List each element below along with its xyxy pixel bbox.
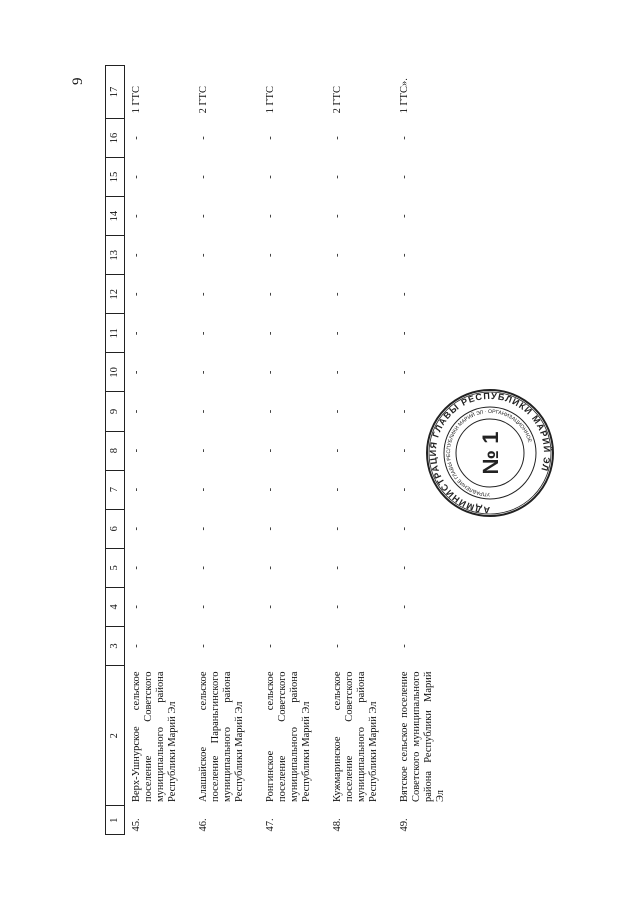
table-cell: -	[332, 370, 343, 375]
header-row	[106, 66, 125, 835]
settlement-name: Вятское сельское поселение Советского муниципального района Республики Марий Эл	[399, 671, 446, 802]
table-cell: -	[332, 566, 343, 570]
table-cell: -	[332, 487, 343, 492]
table-cell: -	[198, 292, 209, 297]
rotated-table-container	[105, 65, 446, 835]
column-header: 9	[106, 392, 125, 431]
column-header: 15	[106, 157, 125, 196]
column-header: 16	[106, 118, 125, 157]
column-header: 7	[106, 470, 125, 509]
seal-number: № 1	[478, 431, 503, 475]
seal-inner-text: УПРАВЛЕНИЕ ГЛАВЫ РЕСПУБЛИКИ МАРИЙ ЭЛ · ОРГАНИЗАЦИОННОЕ	[445, 408, 533, 498]
table-cell: -	[131, 136, 142, 140]
table-cell: -	[399, 253, 410, 257]
table-cell: -	[332, 214, 343, 218]
data-table	[105, 65, 460, 835]
table-row	[125, 66, 193, 835]
settlement-name: Кужмаринское сельское поселение Советского муниципального района Республики Марий Эл	[332, 671, 379, 802]
column-header: 17	[106, 66, 125, 119]
table-cell: -	[399, 644, 410, 648]
gts-count: 2 ГТС	[198, 86, 209, 114]
gts-count: 1 ГТС	[131, 86, 142, 114]
table-cell: -	[332, 253, 343, 257]
column-header: 13	[106, 236, 125, 275]
table-cell: -	[332, 292, 343, 297]
table-cell: -	[131, 331, 142, 336]
table-cell: -	[265, 370, 276, 375]
gts-count: 1 ГТС».	[399, 78, 410, 114]
table-cell: -	[198, 526, 209, 531]
table-cell: -	[198, 566, 209, 570]
table-cell: -	[131, 487, 142, 492]
table-cell: -	[265, 644, 276, 648]
settlement-name: Алашайское сельское поселение Параньгинского муниципального района Республики Марий Эл	[198, 671, 245, 802]
official-seal	[425, 388, 555, 518]
table-cell: -	[198, 487, 209, 492]
row-number: 48.	[332, 818, 343, 832]
table-cell: -	[265, 448, 276, 453]
table-cell: -	[399, 292, 410, 297]
table-cell: -	[198, 331, 209, 336]
row-number: 49.	[399, 818, 410, 832]
table-cell: -	[198, 409, 209, 414]
table-cell: -	[332, 526, 343, 531]
table-cell: -	[265, 409, 276, 414]
settlement-name: Верх-Ушнурское сельское поселение Советского муниципального района Республики Марий Эл	[131, 671, 178, 802]
table-row	[192, 66, 259, 835]
table-cell: -	[131, 175, 142, 179]
column-header: 6	[106, 509, 125, 548]
table-cell: -	[131, 526, 142, 531]
settlement-name: Ронгинское сельское поселение Советского муниципального района Республики Марий Эл	[265, 671, 312, 802]
table-cell: -	[198, 175, 209, 179]
table-row	[259, 66, 326, 835]
column-header: 8	[106, 431, 125, 470]
table-cell: -	[131, 605, 142, 609]
table-cell: -	[265, 292, 276, 297]
table-cell: -	[131, 292, 142, 297]
table-cell: -	[265, 175, 276, 179]
table-cell: -	[332, 175, 343, 179]
table-cell: -	[131, 566, 142, 570]
table-cell: -	[332, 605, 343, 609]
table-cell: -	[399, 136, 410, 140]
column-header: 5	[106, 548, 125, 587]
table-cell: -	[332, 409, 343, 414]
column-header: 3	[106, 626, 125, 665]
gts-count: 1 ГТС	[265, 86, 276, 114]
table-cell: -	[131, 253, 142, 257]
column-header: 14	[106, 197, 125, 236]
table-row	[326, 66, 393, 835]
table-cell: -	[198, 644, 209, 648]
table-cell: -	[399, 448, 410, 453]
table-cell: -	[332, 644, 343, 648]
table-cell: -	[399, 214, 410, 218]
column-header: 1	[106, 806, 125, 835]
table-cell: -	[399, 487, 410, 492]
table-cell: -	[265, 214, 276, 218]
row-number: 46.	[198, 818, 209, 832]
table-cell: -	[198, 448, 209, 453]
table-cell: -	[399, 526, 410, 531]
table-cell: -	[131, 448, 142, 453]
row-number: 45.	[131, 818, 142, 832]
table-cell: -	[399, 175, 410, 179]
table-cell: -	[265, 566, 276, 570]
table-cell: -	[131, 214, 142, 218]
table-cell: -	[131, 409, 142, 414]
table-cell: -	[131, 370, 142, 375]
table-cell: -	[332, 448, 343, 453]
table-cell: -	[198, 214, 209, 218]
row-number: 47.	[265, 818, 276, 832]
table-cell: -	[198, 605, 209, 609]
gts-count: 2 ГТС	[332, 86, 343, 114]
table-cell: -	[265, 526, 276, 531]
table-cell: -	[131, 644, 142, 648]
table-cell: -	[265, 253, 276, 257]
table-body	[125, 66, 461, 835]
table-cell: -	[198, 136, 209, 140]
table-cell: -	[399, 566, 410, 570]
table-cell: -	[265, 331, 276, 336]
table-cell: -	[332, 331, 343, 336]
table-cell: -	[198, 370, 209, 375]
page-number: 9	[70, 77, 86, 85]
table-cell: -	[399, 331, 410, 336]
table-cell: -	[399, 370, 410, 375]
table-cell: -	[399, 409, 410, 414]
table-cell: -	[332, 136, 343, 140]
column-header: 11	[106, 314, 125, 353]
table-cell: -	[265, 136, 276, 140]
table-cell: -	[198, 253, 209, 257]
column-header: 10	[106, 353, 125, 392]
seal-outer-text: АДМИНИСТРАЦИЯ ГЛАВЫ РЕСПУБЛИКИ МАРИЙ ЭЛ	[427, 390, 553, 516]
column-header: 12	[106, 275, 125, 314]
table-cell: -	[265, 605, 276, 609]
table-cell: -	[399, 605, 410, 609]
table-cell: -	[265, 487, 276, 492]
column-header: 4	[106, 587, 125, 626]
column-header: 2	[106, 666, 125, 806]
